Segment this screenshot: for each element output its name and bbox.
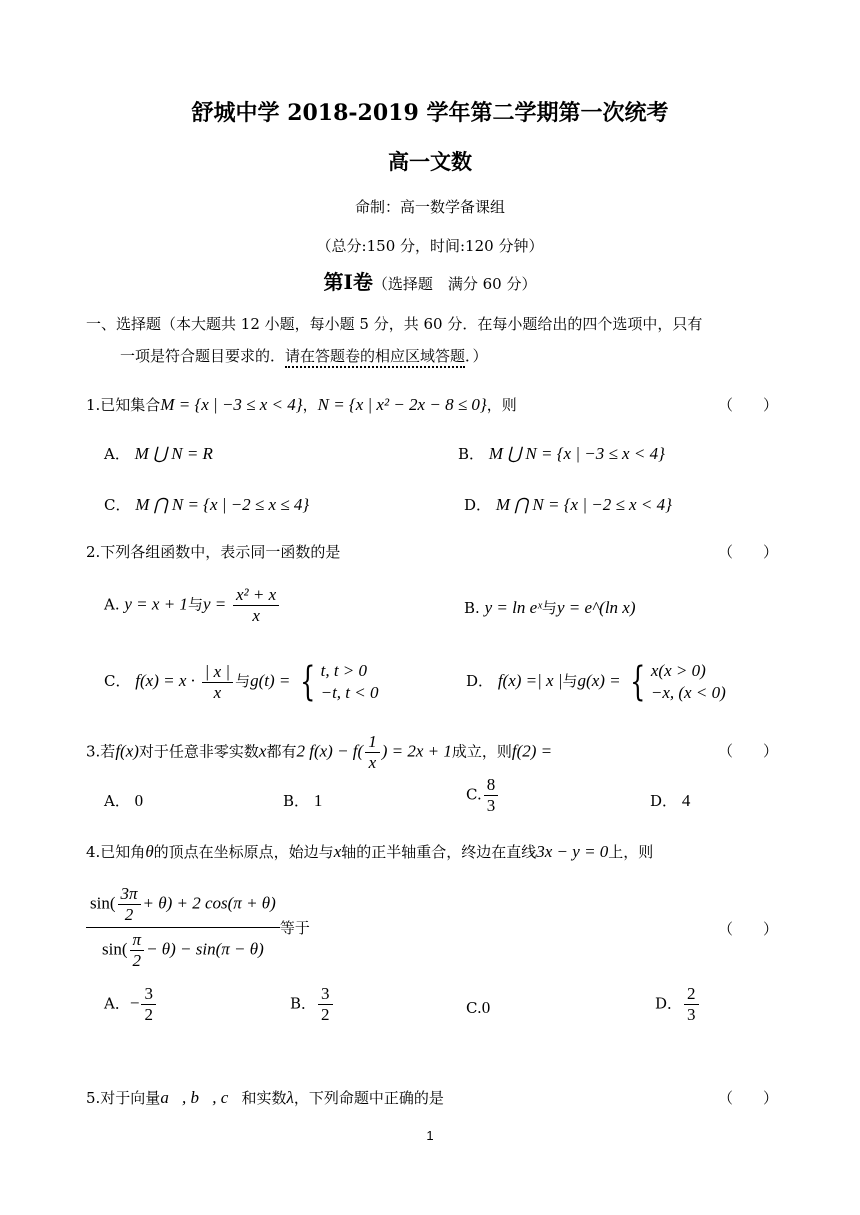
q4-equals-text: 等于 <box>279 919 310 937</box>
q2-option-a-yu: 与 <box>187 595 203 614</box>
q2-option-d-label: D． <box>466 672 494 690</box>
q4-option-d-denominator: 3 <box>687 1005 696 1024</box>
q2-option-d-brace: { <box>630 659 646 705</box>
q3-math-eq-a: 2 f(x) − f( <box>296 741 364 761</box>
q1-option-d <box>464 494 672 515</box>
q5-stem-c: ，下列命题中正确的是 <box>293 1089 444 1107</box>
q3-option-c-fraction <box>484 775 499 816</box>
q3-option-c <box>466 775 500 816</box>
q3-option-a <box>104 790 143 811</box>
q2-option-c-numerator: | x | <box>202 662 233 683</box>
q5-stem-b: 和实数 <box>241 1089 287 1107</box>
q3-answer-paren: （ ） <box>718 742 779 760</box>
q2-option-a <box>104 585 281 626</box>
q1-option-b <box>458 443 665 464</box>
q2-option-d-case1: x(x > 0) <box>650 661 706 680</box>
q3-stem-d: 成立，则 <box>451 742 512 761</box>
q3-math-x: x <box>258 741 267 761</box>
q4-option-b-numerator: 3 <box>318 984 333 1005</box>
q3-math-f2: f(2) = <box>511 741 553 761</box>
q2-option-d-rhs: g(x) = <box>577 671 621 690</box>
volume-heading <box>0 266 860 295</box>
q4-stem-a: 4.已知角 <box>86 843 146 861</box>
q1-option-a-label: A． <box>104 445 130 463</box>
q2-option-a-rhs: y = <box>202 594 227 614</box>
q2-option-b-rhs: y = e^(ln x) <box>556 598 636 617</box>
exam-maker: 命制：高一数学备课组 <box>354 198 505 216</box>
q3-option-d-text: 4 <box>681 791 691 810</box>
section-instruction-line2 <box>120 345 488 366</box>
q1-option-b-text: M ⋃ N = {x | −3 ≤ x < 4} <box>488 444 665 463</box>
q4-math-x: x <box>333 842 342 861</box>
q3-option-d <box>650 790 690 811</box>
q3-stem-a: 3.若 <box>86 742 116 761</box>
q2-option-d-lhs: f(x) =| x | <box>497 671 563 690</box>
q1-option-d-text: M ⋂ N = {x | −2 ≤ x < 4} <box>495 495 672 514</box>
q5-stem-a: 5.对于向量 <box>86 1089 161 1107</box>
q2-option-c <box>104 660 378 704</box>
q1-set-n: N = {x | x² − 2x − 8 ≤ 0} <box>317 395 487 414</box>
q4-num-frac-bottom: 2 <box>124 905 134 924</box>
q3-stem-b: 对于任意非零实数 <box>138 742 259 761</box>
q2-option-a-label: A. <box>104 595 120 614</box>
q3-option-a-text: 0 <box>134 791 144 810</box>
q4-den-sin: sin( <box>102 939 128 959</box>
q4-den-frac-bottom: 2 <box>132 951 142 970</box>
q4-big-fraction <box>86 884 280 971</box>
q2-option-b-label: B. <box>464 599 480 617</box>
q2-option-b-yu: 与 <box>541 599 557 617</box>
q2-option-a-fraction <box>233 585 279 626</box>
q4-option-d-fraction <box>684 984 699 1025</box>
q2-option-d-cases <box>651 660 726 704</box>
q3-option-b <box>283 790 322 811</box>
q1-option-a <box>104 443 213 464</box>
q2-option-c-case1: t, t > 0 <box>320 661 368 680</box>
q4-option-a <box>104 984 158 1025</box>
q2-option-d-yu: 与 <box>562 672 578 690</box>
q4-option-b <box>290 984 335 1025</box>
q4-option-d-numerator: 2 <box>684 984 699 1005</box>
q1-answer-paren: （ ） <box>718 396 779 414</box>
q4-option-d-label: D． <box>655 994 683 1013</box>
q4-answer-paren: （ ） <box>718 920 779 938</box>
q3-option-b-text: 1 <box>313 791 323 810</box>
q4-option-b-denominator: 2 <box>321 1005 330 1024</box>
q2-option-d-case2: −x, (x < 0) <box>650 683 726 702</box>
q2-option-c-rhs: g(t) = <box>250 671 291 690</box>
question-5-stem <box>86 1087 444 1108</box>
q2-option-c-cases <box>321 660 379 704</box>
q3-option-c-numerator: 8 <box>484 775 499 796</box>
q1-set-m: M = {x | −3 ≤ x < 4} <box>160 395 303 414</box>
q4-stem-b: 的顶点在坐标原点，始边与 <box>153 843 334 861</box>
exam-title: 舒城中学 2018-2019 学年第二学期第一次统考 <box>191 100 669 126</box>
q2-answer-paren: （ ） <box>718 543 779 561</box>
section-line2-dotted: 请在答题卷的相应区域答题 <box>285 347 465 368</box>
q5-answer-paren: （ ） <box>718 1089 779 1107</box>
q4-math-line: 3x − y = 0 <box>536 842 609 861</box>
exam-subtitle: 高一文数 <box>388 149 472 174</box>
q4-option-a-numerator: 3 <box>141 984 156 1005</box>
question-1-stem <box>86 394 517 415</box>
q3-fraction-denominator: x <box>368 753 377 772</box>
q4-den-frac-top: π <box>130 930 145 951</box>
q3-math-fx: f(x) <box>115 741 139 761</box>
q4-option-d <box>655 984 701 1025</box>
q1-option-b-label: B． <box>458 445 485 463</box>
q2-option-a-lhs: y = x + 1 <box>124 594 188 614</box>
q4-num-frac <box>118 884 141 925</box>
section-line2-end: ．） <box>465 347 488 365</box>
q1-option-a-text: M ⋃ N = R <box>134 444 213 463</box>
q3-option-c-label: C. <box>466 785 482 804</box>
q4-option-a-label: A． <box>104 994 130 1013</box>
question-4-stem <box>86 841 653 862</box>
q4-option-a-sign: − <box>129 993 140 1013</box>
q4-stem-d: 上，则 <box>608 843 654 861</box>
q4-num-frac-top: 3π <box>118 884 141 905</box>
q4-numerator <box>86 884 280 928</box>
q4-expression <box>86 884 310 971</box>
q5-math-vectors: a⃗, b⃗, c⃗ <box>160 1088 242 1107</box>
q2-option-a-numerator: x² + x <box>233 585 279 606</box>
question-2-stem: 2.下列各组函数中，表示同一函数的是 <box>86 543 341 561</box>
q1-option-c-label: C． <box>104 496 131 514</box>
q2-option-c-label: C． <box>104 672 131 690</box>
q4-option-c-text: 0 <box>481 998 491 1017</box>
q4-option-a-denominator: 2 <box>144 1005 153 1024</box>
q3-math-eq-b: ) = 2x + 1 <box>381 741 452 761</box>
q3-option-c-denominator: 3 <box>486 796 496 815</box>
q1-option-c <box>104 494 309 515</box>
q3-option-a-label: A． <box>104 792 130 810</box>
q2-option-c-brace: { <box>300 659 316 705</box>
q1-option-d-label: D． <box>464 496 492 514</box>
q2-option-d <box>466 660 726 704</box>
question-3-stem <box>86 732 552 773</box>
q1-stem-a: 1.已知集合 <box>86 396 161 414</box>
q2-option-c-yu: 与 <box>235 672 251 690</box>
q2-option-c-case2: −t, t < 0 <box>320 683 379 702</box>
q2-option-c-fraction <box>202 662 233 703</box>
q4-option-c-label: C. <box>466 999 482 1017</box>
q2-option-b-lhs: y = ln eˣ <box>484 598 542 617</box>
volume-title: 第Ⅰ卷 <box>323 270 373 294</box>
q4-num-rest: + θ) + 2 cos(π + θ) <box>142 893 276 913</box>
q4-denominator <box>86 928 280 971</box>
q4-option-a-fraction <box>141 984 156 1025</box>
q2-option-c-lhs: f(x) = x · <box>135 671 195 690</box>
volume-note: （选择题 满分 60 分） <box>372 275 537 293</box>
q4-option-b-fraction <box>318 984 333 1025</box>
q4-den-frac <box>130 930 145 971</box>
q3-option-d-label: D． <box>650 792 678 810</box>
q4-math-theta: θ <box>145 842 154 861</box>
q4-stem-c: 轴的正半轴重合，终边在直线 <box>341 843 537 861</box>
q5-math-lambda: λ <box>286 1088 294 1107</box>
q4-option-b-label: B． <box>290 994 317 1013</box>
section-line2-plain: 一项是符合题目要求的． <box>120 347 286 365</box>
page-number: 1 <box>426 1128 434 1143</box>
q1-comma: ， <box>302 396 318 414</box>
q4-num-sin: sin( <box>90 893 116 913</box>
q3-fraction <box>365 732 380 773</box>
q3-option-b-label: B． <box>283 792 310 810</box>
q2-option-b <box>464 597 636 618</box>
q3-stem-c: 都有 <box>266 742 297 761</box>
section-instruction-line1: 一、选择题（本大题共 12 小题，每小题 5 分，共 60 分．在每小题给出的四个选项中，只有 <box>86 315 703 333</box>
q1-option-c-text: M ⋂ N = {x | −2 ≤ x ≤ 4} <box>135 495 310 514</box>
q4-option-c <box>466 998 490 1018</box>
q4-den-rest: − θ) − sin(π − θ) <box>146 939 264 959</box>
q2-option-c-denominator: x <box>213 682 222 702</box>
q2-option-a-denominator: x <box>252 606 260 625</box>
q3-fraction-numerator: 1 <box>365 732 380 753</box>
exam-score-time: （总分:150 分，时间:120 分钟） <box>316 237 544 255</box>
q1-stem-b: ，则 <box>486 396 517 414</box>
